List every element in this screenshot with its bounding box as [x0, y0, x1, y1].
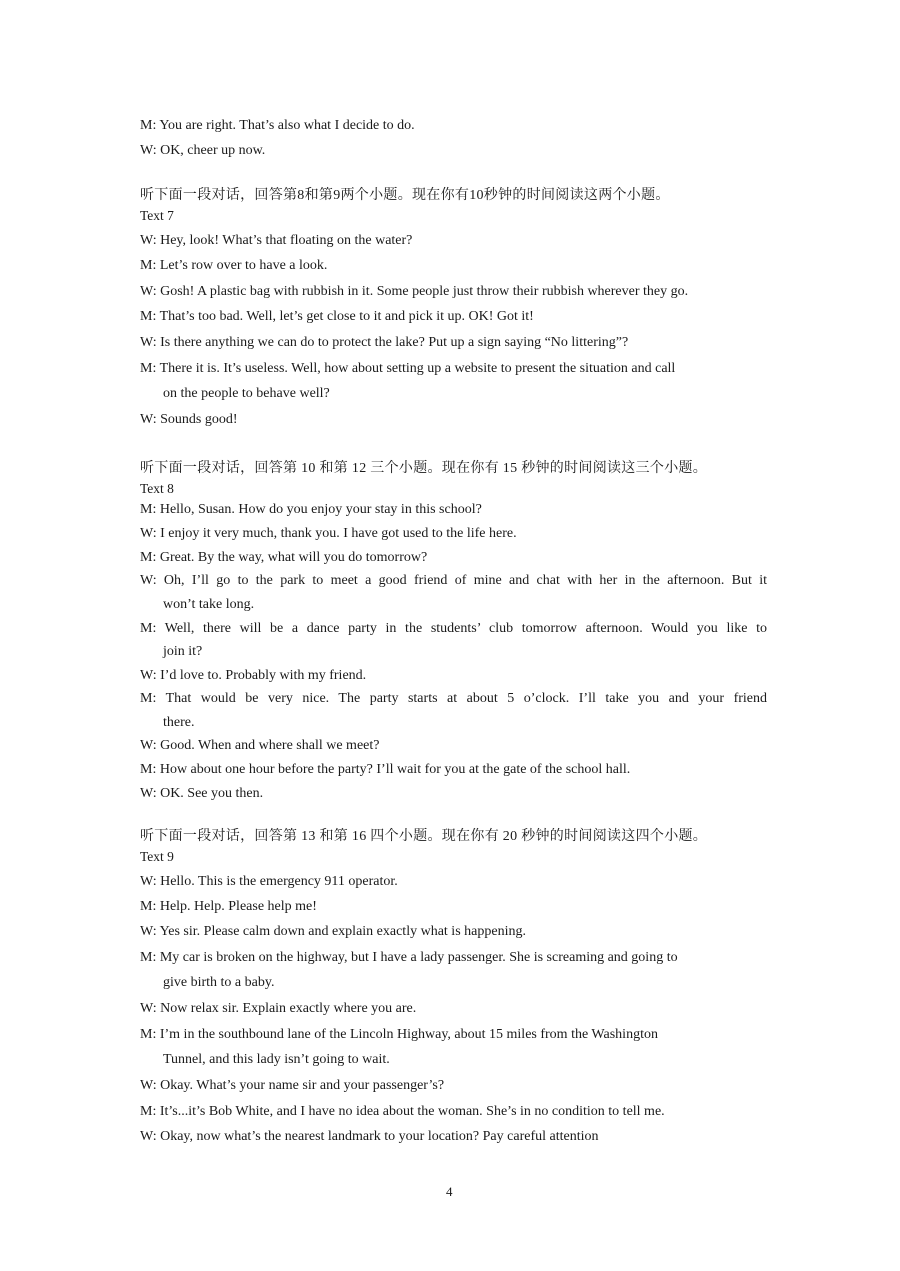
dialogue-line-continued: won’t take long. — [163, 597, 255, 612]
dialogue-line: W: Hey, look! What’s that floating on the water? — [140, 233, 413, 248]
dialogue-line: M: Great. By the way, what will you do tomorrow? — [140, 550, 428, 565]
dialogue-line: M: How about one hour before the party? I’ll wait for you at the gate of the school hall. — [140, 762, 631, 777]
dialogue-line-continued: on the people to behave well? — [163, 386, 330, 401]
dialogue-line: M: Well, there will be a dance party in the students’ club tomorrow afternoon. Would you like to — [140, 621, 767, 636]
dialogue-line: W: Is there anything we can do to protect the lake? Put up a sign saying “No littering”? — [140, 335, 629, 350]
dialogue-line-continued: Tunnel, and this lady isn’t going to wait. — [163, 1052, 390, 1067]
page-number: 4 — [446, 1184, 453, 1199]
dialogue-line: W: Now relax sir. Explain exactly where you are. — [140, 1001, 417, 1016]
section-instruction: 听下面一段对话，回答第 10 和第 12 三个小题。现在你有 15 秒钟的时间阅读这三个小题。 — [140, 461, 708, 476]
dialogue-line: M: Let’s row over to have a look. — [140, 258, 328, 273]
dialogue-line: W: OK. See you then. — [140, 786, 264, 801]
dialogue-line: W: Yes sir. Please calm down and explain exactly what is happening. — [140, 924, 526, 939]
dialogue-line: M: I’m in the southbound lane of the Lincoln Highway, about 15 miles from the Washington — [140, 1027, 658, 1042]
dialogue-line: M: You are right. That’s also what I decide to do. — [140, 118, 415, 133]
section-instruction: 听下面一段对话，回答第8和第9两个小题。现在你有10秒钟的时间阅读这两个小题。 — [140, 188, 670, 203]
dialogue-line: W: I’d love to. Probably with my friend. — [140, 668, 367, 683]
dialogue-line: M: My car is broken on the highway, but I have a lady passenger. She is screaming and going to — [140, 950, 678, 965]
section-title: Text 7 — [140, 208, 174, 223]
dialogue-line: W: OK, cheer up now. — [140, 143, 266, 158]
dialogue-line: W: Okay, now what’s the nearest landmark to your location? Pay careful attention — [140, 1129, 599, 1144]
dialogue-line: W: Hello. This is the emergency 911 operator. — [140, 874, 398, 889]
dialogue-line: W: Okay. What’s your name sir and your passenger’s? — [140, 1078, 445, 1093]
dialogue-line: M: It’s...it’s Bob White, and I have no idea about the woman. She’s in no condition to tell me. — [140, 1104, 665, 1119]
dialogue-line: W: Gosh! A plastic bag with rubbish in it. Some people just throw their rubbish wherever they go. — [140, 284, 689, 299]
dialogue-line: W: Oh, I’ll go to the park to meet a good friend of mine and chat with her in the afternoon. But it — [140, 573, 767, 588]
section-title: Text 9 — [140, 849, 174, 864]
dialogue-line-continued: join it? — [163, 644, 203, 659]
dialogue-line-continued: give birth to a baby. — [163, 975, 275, 990]
dialogue-line: M: That’s too bad. Well, let’s get close to it and pick it up. OK! Got it! — [140, 309, 534, 324]
dialogue-line: M: There it is. It’s useless. Well, how about setting up a website to present the situation and call — [140, 361, 676, 376]
dialogue-line: W: Sounds good! — [140, 412, 238, 427]
dialogue-line: M: Hello, Susan. How do you enjoy your stay in this school? — [140, 502, 482, 517]
section-instruction: 听下面一段对话，回答第 13 和第 16 四个小题。现在你有 20 秒钟的时间阅读这四个小题。 — [140, 829, 708, 844]
dialogue-line: M: That would be very nice. The party starts at about 5 o’clock. I’ll take you and your friend — [140, 691, 767, 706]
dialogue-line: W: Good. When and where shall we meet? — [140, 738, 380, 753]
dialogue-line: W: I enjoy it very much, thank you. I have got used to the life here. — [140, 526, 517, 541]
section-title: Text 8 — [140, 481, 174, 496]
dialogue-line: M: Help. Help. Please help me! — [140, 899, 317, 914]
dialogue-line-continued: there. — [163, 715, 195, 730]
